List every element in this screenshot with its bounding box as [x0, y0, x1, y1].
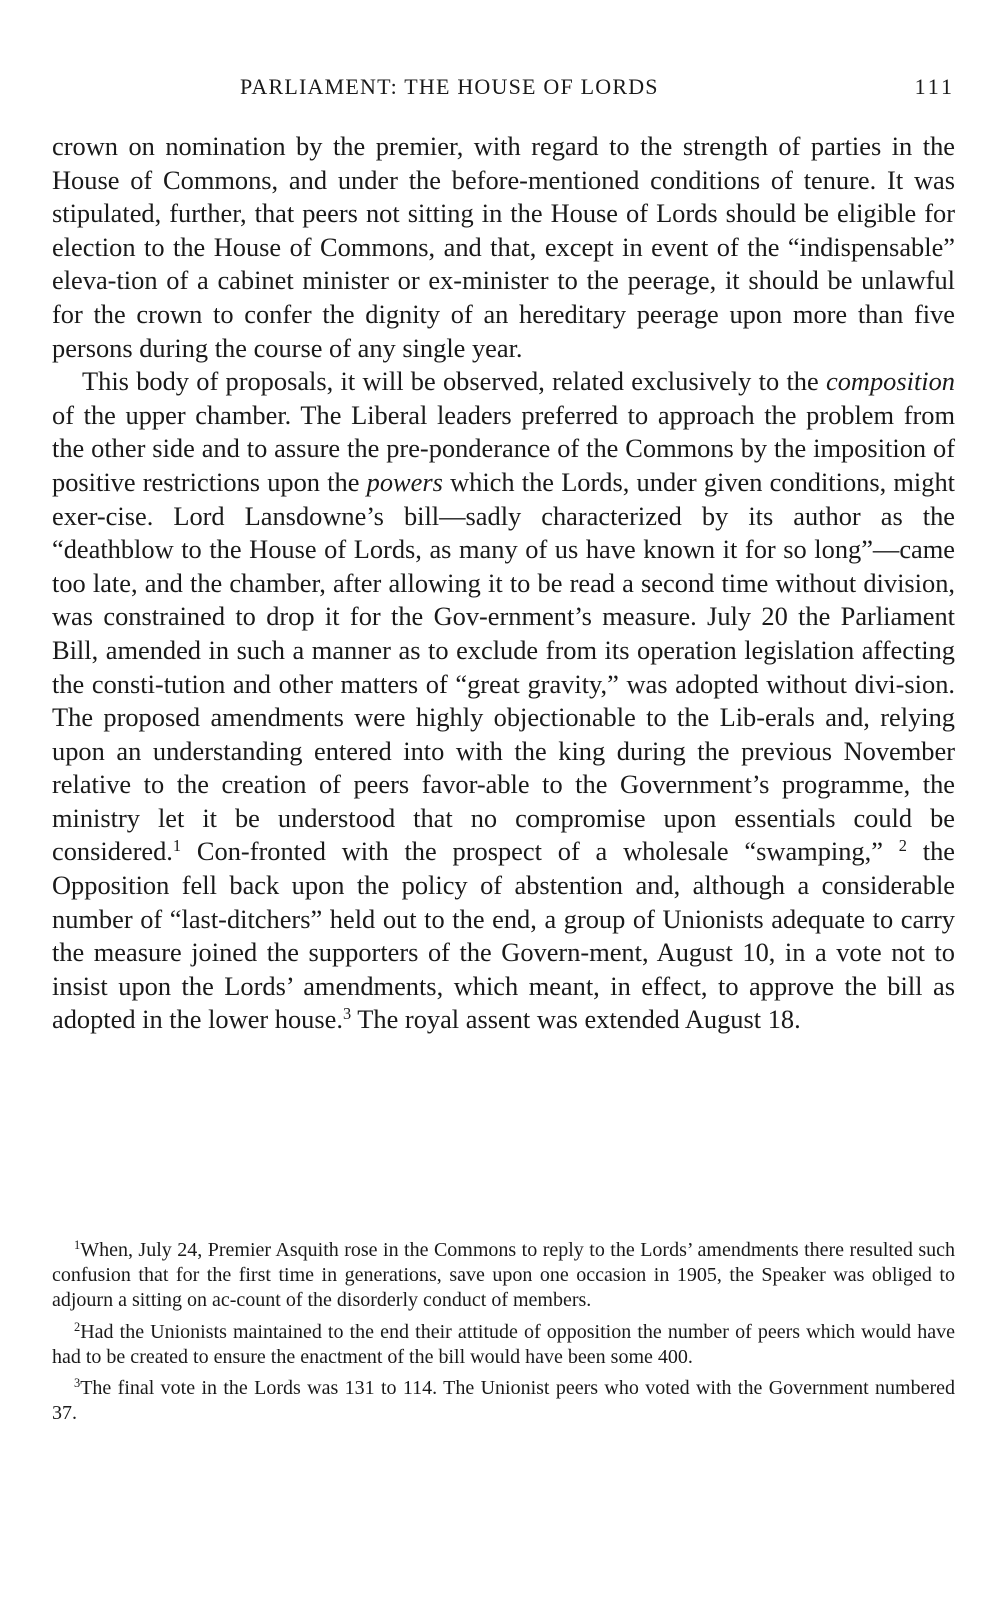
- text-segment: the Opposition fell back upon the policy of abstention and, although a considerable number of “last-ditchers” held out to the end, a group of Unionists adequate to carry the measure joined the supporters of the Govern-ment, August 10, in a vote not to insist upon the Lords’ amendments, which meant, in effect, to approve the bill as adopted in the lower house.: [52, 836, 955, 1035]
- emphasis-composition: composition: [825, 366, 955, 397]
- text-segment: The royal assent was extended August 18.: [351, 1004, 801, 1035]
- text-segment: which the Lords, under given conditions, might exer-cise. Lord Lansdowne’s bill—sadly characterized by its author as the “deathblow to the House of Lords, as many of us have known it for so long”—came too late, and the chamber, after allowing it to be read a second time without division, was constrained to drop it for the Gov-ernment’s measure. July 20 the Parliament Bill, amended in such a manner as to exclude from its operation legislation affecting the consti-tution and other matters of “great gravity,” was adopted without divi-sion. The proposed amendments were highly objectionable to the Lib-erals and, relying upon an understanding entered into with the king during the previous November relative to the creation of peers favor-able to the Government’s programme, the ministry let it be understood that no compromise upon essentials could be considered.: [52, 466, 955, 867]
- paragraph-continued: crown on nomination by the premier, with regard to the strength of parties in the House of Commons, and under the before-mentioned conditions of tenure. It was stipulated, further, that peers not sitting in the House of Lords should be eligible for election to the House of Commons, and that, except in event of the “indispensable” eleva-tion of a cabinet minister or ex-minister to the peerage, it should be unlawful for the crown to confer the dignity of an hereditary peerage upon more than five persons during the course of any single year.: [52, 131, 955, 363]
- body-text: [52, 130, 955, 1037]
- paragraph-proposals: [52, 365, 955, 1037]
- footnote-text: When, July 24, Premier Asquith rose in the Commons to reply to the Lords’ amendments there resulted such confusion that for the first time in generations, save upon one occasion in 1905, the Speaker was obliged to adjourn a sitting on ac-count of the disorderly conduct of members.: [52, 1239, 955, 1312]
- footnote-marker: 1: [74, 1238, 81, 1253]
- footnotes: [52, 1238, 955, 1432]
- footnote-marker: 2: [74, 1319, 81, 1334]
- text-segment: of the upper chamber. The Liberal leaders preferred to approach the problem from the other side and to assure the pre-ponderance of the Commons by the imposition of positive restrictions upon the: [52, 399, 955, 497]
- footnote-ref-1: 1: [172, 836, 182, 856]
- running-head: [50, 74, 955, 104]
- footnote-ref-3: 3: [342, 1004, 352, 1024]
- text-segment: Con-fronted with the prospect of a wholesale “swamping,”: [181, 836, 899, 867]
- emphasis-powers: powers: [366, 466, 443, 497]
- text-segment: This body of proposals, it will be observed, related exclusively to the: [82, 366, 826, 397]
- footnote-2: [52, 1320, 955, 1370]
- footnote-ref-2: 2: [898, 836, 907, 856]
- page-number: 111: [914, 74, 955, 99]
- footnote-text: Had the Unionists maintained to the end their attitude of opposition the number of peers which would have had to be created to ensure the enactment of the bill would have been some 400.: [52, 1320, 955, 1368]
- footnote-3: [52, 1376, 955, 1426]
- footnote-text: The final vote in the Lords was 131 to 114. The Unionist peers who voted with the Government numbered 37.: [52, 1377, 955, 1425]
- running-title: PARLIAMENT: THE HOUSE OF LORDS: [240, 74, 659, 99]
- footnote-1: [52, 1238, 955, 1314]
- footnote-marker: 3: [74, 1376, 81, 1391]
